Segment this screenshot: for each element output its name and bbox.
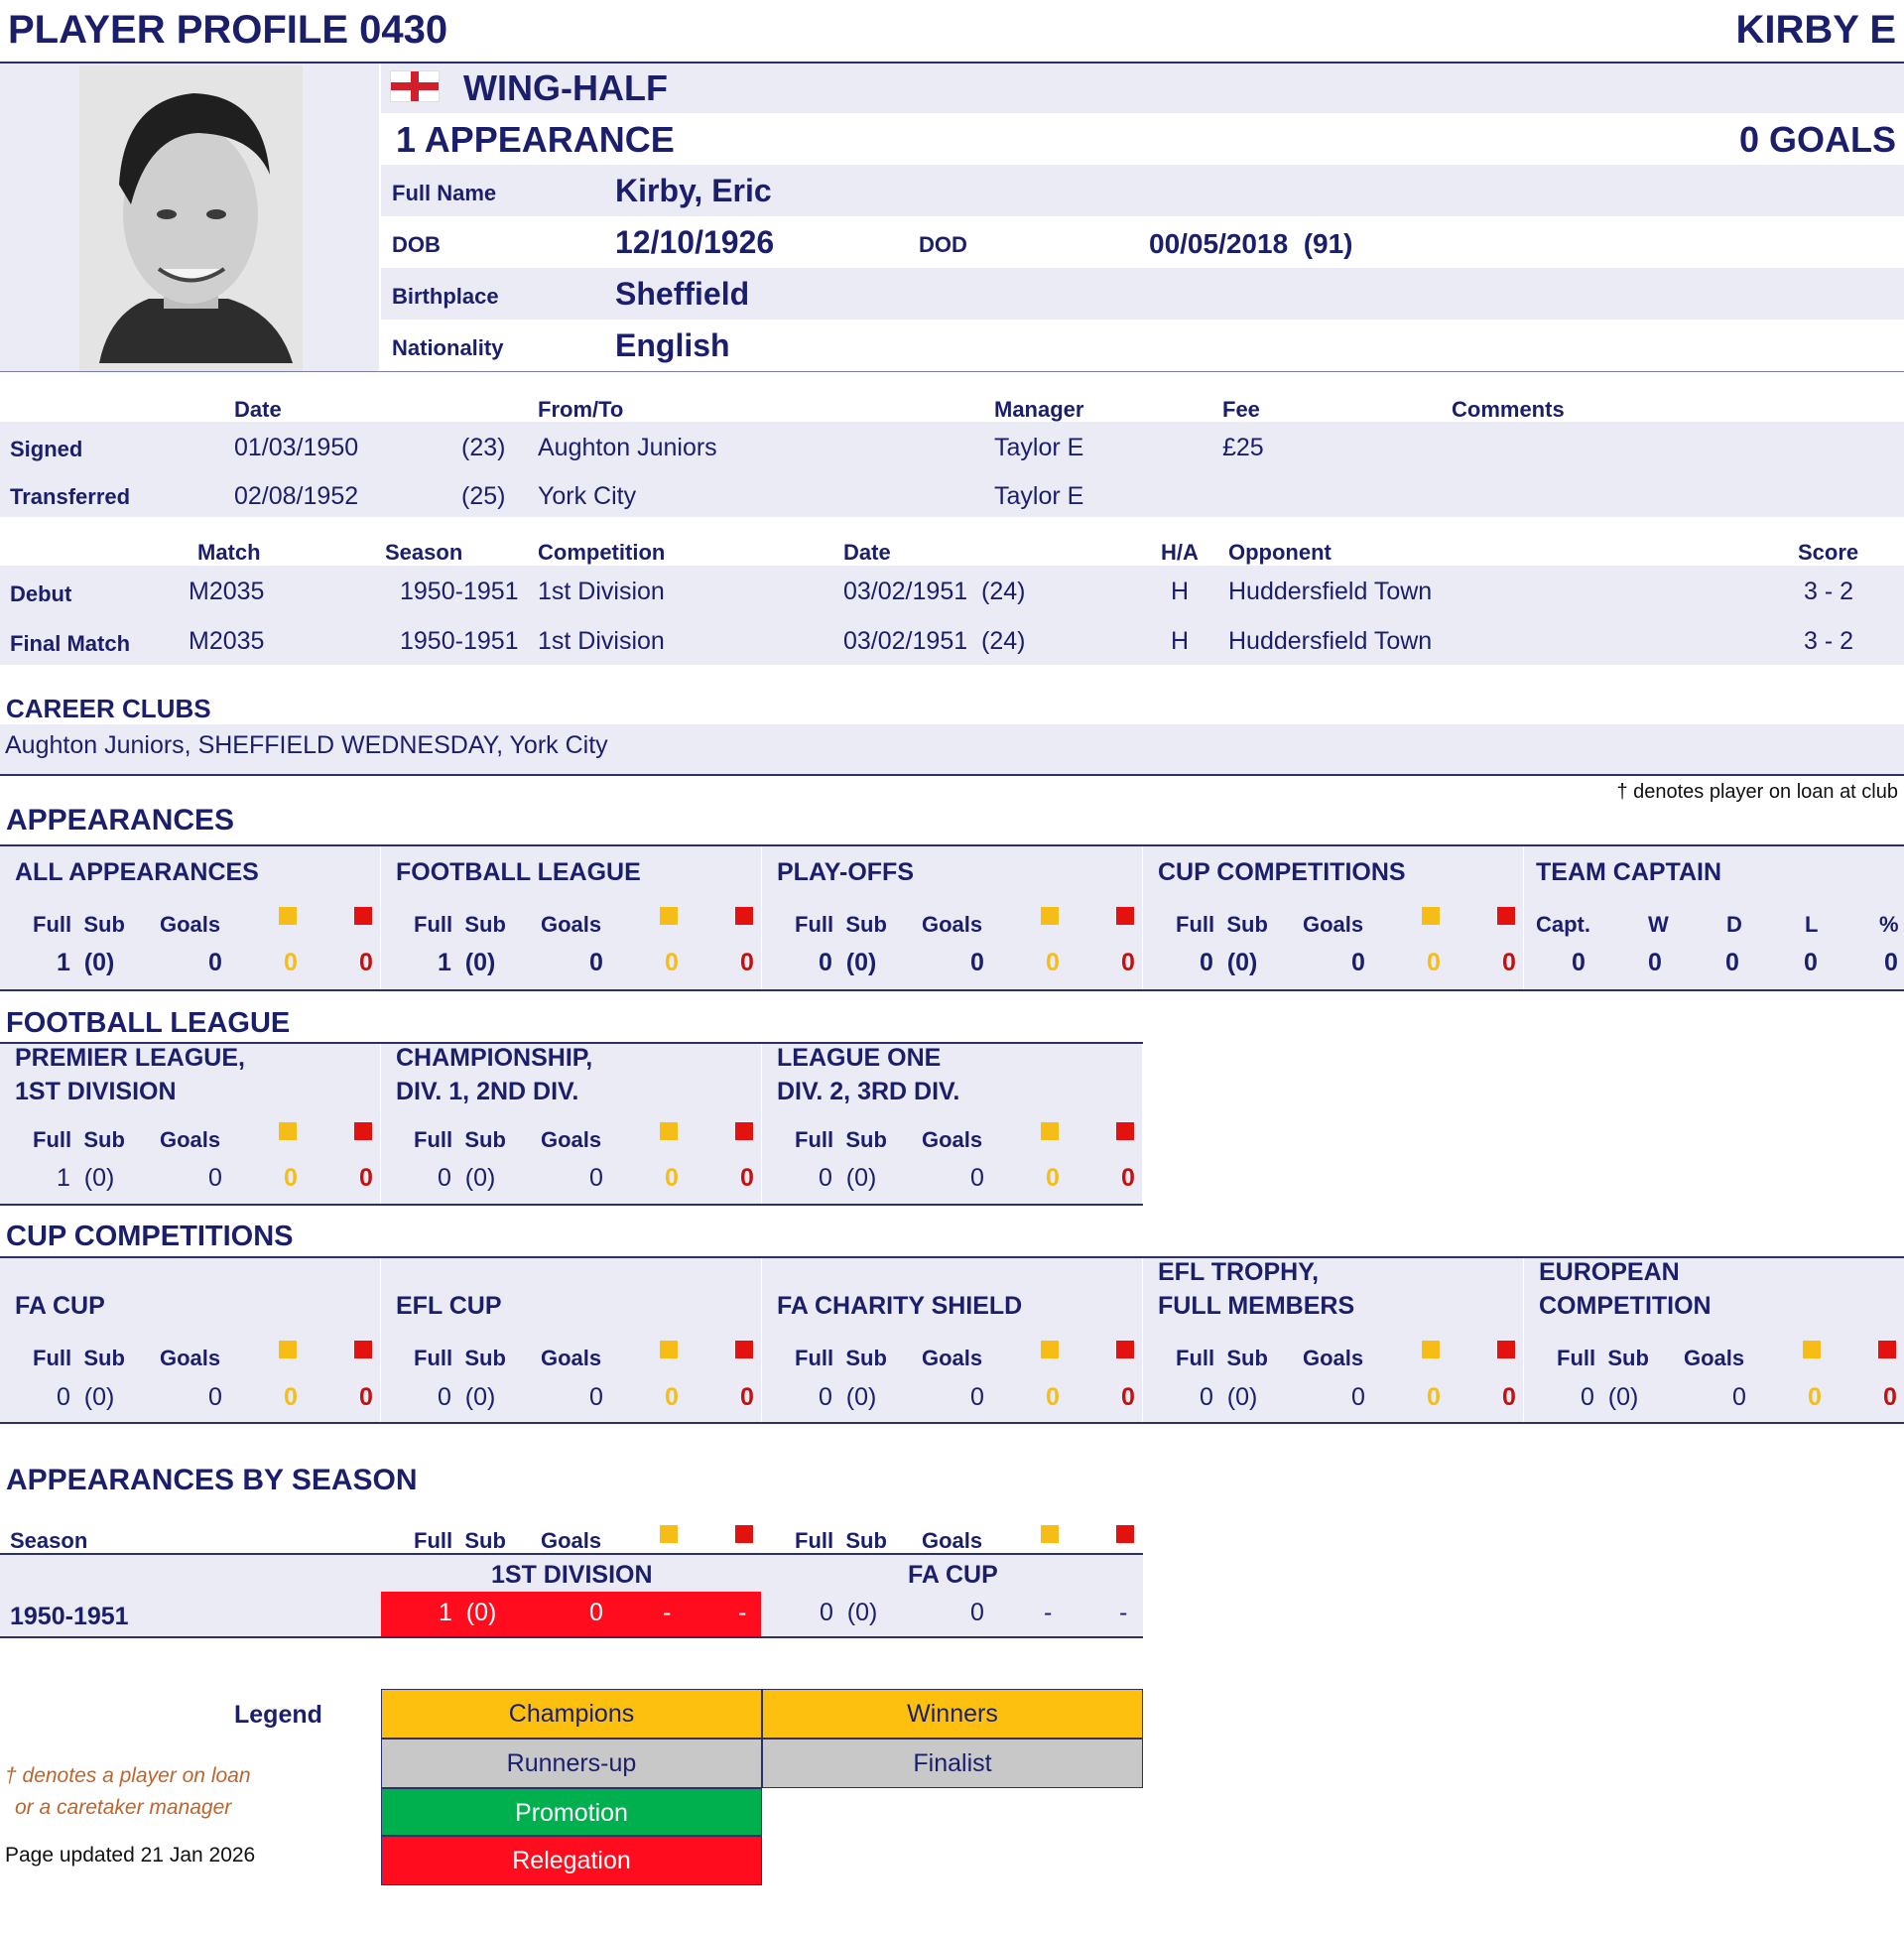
yellow-value: 0 — [1046, 1383, 1060, 1411]
yellow-value: 0 — [284, 1383, 298, 1411]
red-value: 0 — [359, 1383, 373, 1411]
transferred-label: Transferred — [10, 484, 131, 509]
goals-label: Goals — [922, 912, 983, 937]
col-date: Date — [234, 397, 282, 422]
col-from-to: From/To — [538, 397, 624, 422]
full-sub-value: 0 (0) — [438, 1383, 496, 1411]
yellow-card-icon — [279, 1122, 297, 1140]
full-sub-value: 0 (0) — [819, 1383, 877, 1411]
debut-opponent: Huddersfield Town — [1228, 578, 1433, 605]
dod-label: DOD — [919, 232, 967, 257]
final-score: 3 - 2 — [1804, 627, 1854, 655]
captain-pct-label: % — [1879, 912, 1899, 937]
red-value: 0 — [740, 1383, 754, 1411]
col-season: Season — [385, 540, 463, 565]
s-c1-goals: 0 — [589, 1599, 603, 1626]
red-card-icon — [1116, 1122, 1134, 1140]
col-match-date: Date — [843, 540, 891, 565]
red-card-icon — [354, 1122, 372, 1140]
debut-match: M2035 — [189, 578, 265, 605]
competition-name: CHAMPIONSHIP, — [396, 1044, 593, 1072]
debut-season: 1950-1951 — [400, 578, 519, 605]
col-competition: Competition — [538, 540, 666, 565]
goals-label: Goals — [1303, 912, 1364, 937]
transferred-club: York City — [538, 482, 637, 510]
season-label: 1950-1951 — [10, 1603, 129, 1630]
debut-competition: 1st Division — [538, 578, 665, 605]
nationality: English — [615, 327, 730, 363]
competition-name: PREMIER LEAGUE, — [15, 1044, 245, 1072]
yellow-value: 0 — [665, 1383, 679, 1411]
final-label: Final Match — [10, 631, 131, 656]
red-card-icon — [1116, 1341, 1134, 1358]
red-value: 0 — [740, 1164, 754, 1192]
captain-w-value: 0 — [1648, 949, 1662, 976]
goals-label: Goals — [541, 1127, 602, 1152]
competition-name: FOOTBALL LEAGUE — [396, 858, 641, 886]
loan-note-1: † denotes a player on loan — [5, 1764, 251, 1787]
birthplace-label: Birthplace — [392, 284, 499, 309]
legend-champions: Champions — [381, 1689, 762, 1739]
full-sub-label: Full Sub — [414, 1346, 506, 1370]
full-sub-label: Full Sub — [795, 1346, 887, 1370]
yellow-value: 0 — [665, 949, 679, 976]
col-ha: H/A — [1161, 540, 1199, 565]
s-c1-yellow: - — [663, 1599, 672, 1626]
competition-name-line2: COMPETITION — [1539, 1292, 1712, 1320]
red-card-icon — [735, 1525, 753, 1543]
goals-value: 0 — [589, 949, 603, 976]
red-card-icon — [1878, 1341, 1896, 1358]
col-match: Match — [197, 540, 261, 565]
yellow-card-icon — [660, 1341, 678, 1358]
goals-label: Goals — [160, 1127, 221, 1152]
red-card-icon — [354, 907, 372, 925]
goals-label: Goals — [922, 1346, 983, 1370]
s-c2-goals: 0 — [970, 1599, 984, 1626]
debut-label: Debut — [10, 581, 72, 606]
yellow-card-icon — [1803, 1341, 1821, 1358]
nationality-label: Nationality — [392, 335, 504, 360]
competition-name-line2: DIV. 2, 3RD DIV. — [777, 1078, 960, 1105]
s-c2-goals-label: Goals — [922, 1528, 983, 1553]
page-updated: Page updated 21 Jan 2026 — [5, 1844, 256, 1867]
signed-label: Signed — [10, 437, 83, 461]
red-card-icon — [1116, 1525, 1134, 1543]
final-match: M2035 — [189, 627, 265, 655]
full-name: Kirby, Eric — [615, 173, 772, 208]
loan-note: † denotes player on loan at club — [1616, 781, 1898, 803]
captain-capt-label: Capt. — [1536, 912, 1590, 937]
by-season-title: APPEARANCES BY SEASON — [6, 1464, 418, 1496]
final-season: 1950-1951 — [400, 627, 519, 655]
captain-capt-value: 0 — [1572, 949, 1586, 976]
red-card-icon — [1497, 907, 1515, 925]
dob: 12/10/1926 — [615, 224, 775, 260]
legend-finalist: Finalist — [762, 1739, 1143, 1788]
goals-value: 0 — [1732, 1383, 1746, 1411]
goals-value: 0 — [970, 1383, 984, 1411]
red-value: 0 — [1502, 1383, 1516, 1411]
red-value: 0 — [359, 1164, 373, 1192]
goals-label: Goals — [1303, 1346, 1364, 1370]
full-sub-label: Full Sub — [1176, 912, 1268, 937]
goals-label: Goals — [541, 1346, 602, 1370]
full-sub-label: Full Sub — [795, 1127, 887, 1152]
signed-fee: £25 — [1222, 434, 1264, 461]
goals-value: 0 — [208, 1164, 222, 1192]
goals-label: Goals — [160, 1346, 221, 1370]
final-competition: 1st Division — [538, 627, 665, 655]
s-c1-fullsub: 1 (0) — [439, 1599, 497, 1626]
full-sub-value: 0 (0) — [819, 949, 877, 976]
debut-score: 3 - 2 — [1804, 578, 1854, 605]
dob-label: DOB — [392, 232, 441, 257]
signed-date: 01/03/1950 — [234, 434, 359, 461]
yellow-card-icon — [1041, 1341, 1059, 1358]
captain-pct-value: 0 — [1884, 949, 1898, 976]
football-league-title: FOOTBALL LEAGUE — [6, 1007, 291, 1039]
red-value: 0 — [740, 949, 754, 976]
s-c2-fullsub-label: Full Sub — [795, 1528, 887, 1553]
competition-name: LEAGUE ONE — [777, 1044, 942, 1072]
goals-label: Goals — [541, 912, 602, 937]
season-comp2: FA CUP — [908, 1561, 998, 1589]
legend-relegation: Relegation — [381, 1836, 762, 1885]
page-title: PLAYER PROFILE 0430 — [8, 8, 448, 52]
red-value: 0 — [1121, 949, 1135, 976]
goal-count: 0 GOALS — [1738, 119, 1896, 160]
signed-club: Aughton Juniors — [538, 434, 717, 461]
red-card-icon — [1497, 1341, 1515, 1358]
full-sub-value: 1 (0) — [57, 1164, 115, 1192]
s-c2-red: - — [1119, 1599, 1128, 1626]
s-c2-fullsub: 0 (0) — [820, 1599, 878, 1626]
goals-value: 0 — [1351, 949, 1365, 976]
yellow-card-icon — [660, 907, 678, 925]
legend-winners: Winners — [762, 1689, 1143, 1739]
yellow-value: 0 — [1046, 949, 1060, 976]
s-c2-yellow: - — [1044, 1599, 1053, 1626]
career-title: CAREER CLUBS — [6, 694, 211, 723]
yellow-value: 0 — [284, 949, 298, 976]
col-manager: Manager — [994, 397, 1084, 422]
dod: 00/05/2018 (91) — [1149, 228, 1353, 259]
yellow-value: 0 — [1427, 1383, 1441, 1411]
goals-value: 0 — [970, 1164, 984, 1192]
full-sub-value: 0 (0) — [819, 1164, 877, 1192]
full-sub-value: 0 (0) — [1581, 1383, 1639, 1411]
red-value: 0 — [1121, 1164, 1135, 1192]
position: WING-HALF — [463, 67, 668, 108]
captain-l-label: L — [1805, 912, 1819, 937]
yellow-card-icon — [1422, 1341, 1440, 1358]
s-c1-red: - — [738, 1599, 747, 1626]
goals-value: 0 — [589, 1383, 603, 1411]
captain-d-value: 0 — [1725, 949, 1739, 976]
yellow-value: 0 — [1808, 1383, 1822, 1411]
captain-l-value: 0 — [1804, 949, 1818, 976]
competition-name: EFL CUP — [396, 1292, 502, 1320]
yellow-card-icon — [1422, 907, 1440, 925]
yellow-value: 0 — [284, 1164, 298, 1192]
competition-name: PLAY-OFFS — [777, 858, 914, 886]
competition-name-line2: 1ST DIVISION — [15, 1078, 177, 1105]
full-sub-label: Full Sub — [33, 1346, 125, 1370]
red-card-icon — [735, 1341, 753, 1358]
full-sub-value: 1 (0) — [57, 949, 115, 976]
full-sub-value: 0 (0) — [1200, 949, 1258, 976]
competition-name-line2: FULL MEMBERS — [1158, 1292, 1355, 1320]
yellow-card-icon — [279, 1341, 297, 1358]
goals-value: 0 — [208, 1383, 222, 1411]
yellow-card-icon — [279, 907, 297, 925]
red-card-icon — [354, 1341, 372, 1358]
full-sub-value: 0 (0) — [438, 1164, 496, 1192]
legend-promotion: Promotion — [381, 1788, 762, 1836]
red-value: 0 — [1121, 1383, 1135, 1411]
red-card-icon — [1116, 907, 1134, 925]
competition-name: FA CUP — [15, 1292, 105, 1320]
competition-name-line2: DIV. 1, 2ND DIV. — [396, 1078, 579, 1105]
yellow-card-icon — [660, 1525, 678, 1543]
goals-value: 0 — [970, 949, 984, 976]
col-comments: Comments — [1452, 397, 1565, 422]
signed-age: (23) — [461, 434, 506, 461]
debut-date: 03/02/1951 (24) — [843, 578, 1026, 605]
goals-label: Goals — [1684, 1346, 1745, 1370]
full-sub-label: Full Sub — [33, 912, 125, 937]
yellow-value: 0 — [1046, 1164, 1060, 1192]
red-card-icon — [735, 907, 753, 925]
yellow-card-icon — [1041, 1525, 1059, 1543]
career-clubs: Aughton Juniors, SHEFFIELD WEDNESDAY, York City — [5, 731, 608, 759]
full-sub-label: Full Sub — [1176, 1346, 1268, 1370]
birthplace: Sheffield — [615, 276, 750, 312]
final-opponent: Huddersfield Town — [1228, 627, 1433, 655]
yellow-value: 0 — [665, 1164, 679, 1192]
debut-ha: H — [1171, 578, 1190, 605]
season-col-label: Season — [10, 1528, 88, 1553]
red-value: 0 — [359, 949, 373, 976]
competition-name: TEAM CAPTAIN — [1536, 858, 1722, 886]
competition-name: EFL TROPHY, — [1158, 1258, 1320, 1286]
player-name: KIRBY E — [1735, 8, 1896, 52]
transferred-age: (25) — [461, 482, 506, 510]
goals-label: Goals — [160, 912, 221, 937]
full-sub-value: 0 (0) — [57, 1383, 115, 1411]
full-sub-label: Full Sub — [414, 912, 506, 937]
s-c1-goals-label: Goals — [541, 1528, 602, 1553]
legend-runners-up: Runners-up — [381, 1739, 762, 1788]
goals-value: 0 — [589, 1164, 603, 1192]
season-comp1: 1ST DIVISION — [491, 1561, 653, 1589]
signed-manager: Taylor E — [994, 434, 1084, 461]
full-sub-value: 0 (0) — [1200, 1383, 1258, 1411]
competition-name: FA CHARITY SHIELD — [777, 1292, 1023, 1320]
col-opponent: Opponent — [1228, 540, 1332, 565]
player-photo — [79, 65, 303, 371]
full-sub-label: Full Sub — [795, 912, 887, 937]
yellow-card-icon — [660, 1122, 678, 1140]
cup-competitions-title: CUP COMPETITIONS — [6, 1221, 294, 1252]
competition-name: EUROPEAN — [1539, 1258, 1680, 1286]
competition-name: ALL APPEARANCES — [15, 858, 259, 886]
loan-note-2: or a caretaker manager — [15, 1796, 232, 1819]
red-card-icon — [735, 1122, 753, 1140]
transferred-manager: Taylor E — [994, 482, 1084, 510]
england-flag-icon — [390, 70, 440, 102]
captain-d-label: D — [1726, 912, 1742, 937]
legend-title: Legend — [234, 1701, 322, 1729]
yellow-card-icon — [1041, 1122, 1059, 1140]
red-value: 0 — [1502, 949, 1516, 976]
full-sub-value: 1 (0) — [438, 949, 496, 976]
captain-w-label: W — [1648, 912, 1669, 937]
col-fee: Fee — [1222, 397, 1260, 422]
yellow-value: 0 — [1427, 949, 1441, 976]
appearances-title: APPEARANCES — [6, 804, 235, 837]
full-sub-label: Full Sub — [414, 1127, 506, 1152]
col-score: Score — [1798, 540, 1859, 565]
full-name-label: Full Name — [392, 181, 497, 205]
competition-name: CUP COMPETITIONS — [1158, 858, 1406, 886]
final-ha: H — [1171, 627, 1190, 655]
appearance-count: 1 APPEARANCE — [396, 119, 675, 160]
yellow-card-icon — [1041, 907, 1059, 925]
goals-value: 0 — [208, 949, 222, 976]
transferred-date: 02/08/1952 — [234, 482, 359, 510]
s-c1-fullsub-label: Full Sub — [414, 1528, 506, 1553]
final-date: 03/02/1951 (24) — [843, 627, 1026, 655]
full-sub-label: Full Sub — [33, 1127, 125, 1152]
goals-value: 0 — [1351, 1383, 1365, 1411]
full-sub-label: Full Sub — [1557, 1346, 1649, 1370]
goals-label: Goals — [922, 1127, 983, 1152]
red-value: 0 — [1883, 1383, 1897, 1411]
